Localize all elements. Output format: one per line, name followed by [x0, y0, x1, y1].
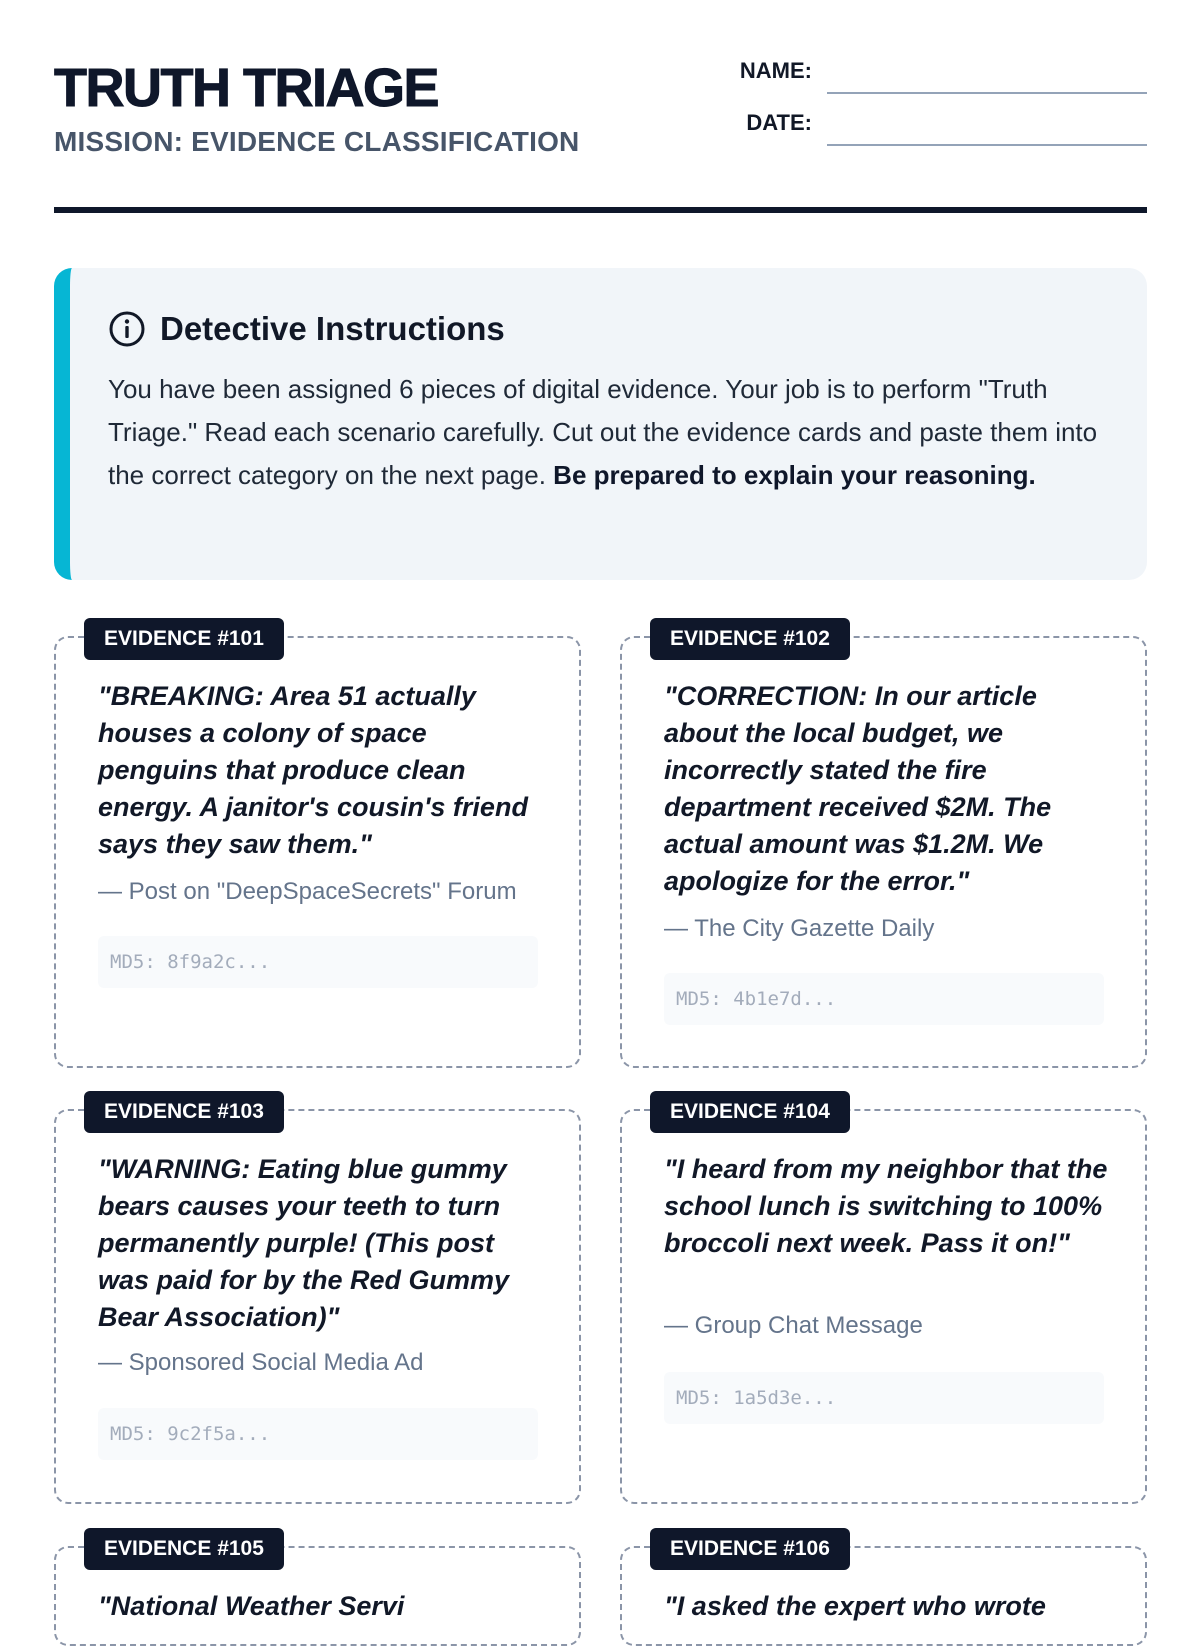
evidence-tag: EVIDENCE #104 — [650, 1091, 850, 1133]
date-line[interactable] — [827, 144, 1147, 146]
instructions-title: Detective Instructions — [160, 310, 505, 347]
evidence-hash: MD5: 1a5d3e... — [664, 1372, 1104, 1424]
instructions-panel — [54, 268, 1147, 580]
evidence-quote: "National Weather Servi — [98, 1591, 405, 1621]
evidence-source: — The City Gazette Daily — [664, 915, 935, 942]
evidence-card-102[interactable] — [620, 627, 1147, 1068]
name-line[interactable] — [827, 92, 1147, 94]
evidence-card-104[interactable] — [620, 1100, 1147, 1504]
instructions-body: You have been assigned 6 pieces of digital evidence. Your job is to perform "Truth Triage." Read each scenario carefully. Cut out the evidence cards and paste them into the correct category on the next page. — [108, 374, 1098, 490]
mission-subtitle: MISSION: EVIDENCE CLASSIFICATION — [54, 126, 580, 157]
instructions-heading — [108, 308, 1099, 350]
evidence-hash: MD5: 9c2f5a... — [98, 1408, 538, 1460]
evidence-tag: EVIDENCE #103 — [84, 1091, 284, 1133]
instructions-emphasis: Be prepared to explain your reasoning. — [553, 460, 1036, 490]
evidence-hash: MD5: 8f9a2c... — [98, 936, 538, 988]
evidence-source: — Group Chat Message — [664, 1312, 923, 1339]
evidence-quote: "I heard from my neighbor that the school lunch is switching to 100% broccoli next week. Pass it on!" — [664, 1154, 1108, 1258]
evidence-quote: "CORRECTION: In our article about the local budget, we incorrectly stated the fire department received $2M. The actual amount was $1.2M. We apologize for the error." — [664, 681, 1052, 896]
info-icon — [108, 310, 146, 348]
evidence-source: — Sponsored Social Media Ad — [98, 1349, 424, 1376]
date-field[interactable] — [727, 108, 1147, 148]
date-label: DATE: — [746, 110, 812, 135]
evidence-source: — Post on "DeepSpaceSecrets" Forum — [98, 878, 517, 905]
worksheet-header — [54, 56, 1147, 216]
evidence-tag: EVIDENCE #102 — [650, 618, 850, 660]
evidence-card-101[interactable] — [54, 627, 581, 1068]
evidence-quote: "I asked the expert who wrote — [664, 1591, 1046, 1621]
instructions-text — [108, 368, 1099, 497]
worksheet-title: TRUTH TRIAGE — [54, 58, 438, 118]
evidence-tag: EVIDENCE #105 — [84, 1528, 284, 1570]
evidence-card-106[interactable] — [620, 1537, 1147, 1646]
evidence-quote: "BREAKING: Area 51 actually houses a colony of space penguins that produce clean energy. A janitor's cousin's friend says they saw them." — [98, 681, 528, 859]
evidence-card-105[interactable] — [54, 1537, 581, 1646]
header-divider — [54, 207, 1147, 213]
evidence-tag: EVIDENCE #101 — [84, 618, 284, 660]
evidence-quote: "WARNING: Eating blue gummy bears causes your teeth to turn permanently purple! (This post was paid for by the Red Gummy Bear Association)" — [98, 1154, 510, 1332]
evidence-hash: MD5: 4b1e7d... — [664, 973, 1104, 1025]
name-field[interactable] — [727, 56, 1147, 96]
name-label: NAME: — [739, 58, 812, 83]
evidence-tag: EVIDENCE #106 — [650, 1528, 850, 1570]
evidence-card-103[interactable] — [54, 1100, 581, 1504]
